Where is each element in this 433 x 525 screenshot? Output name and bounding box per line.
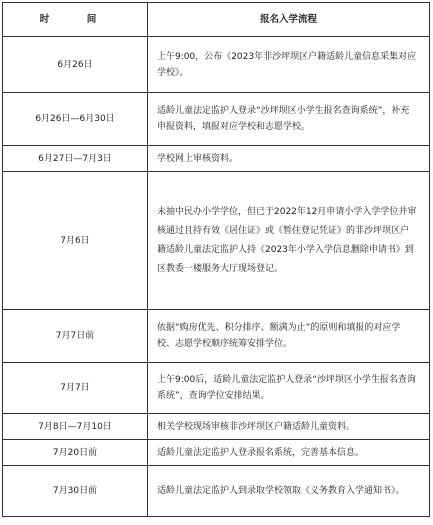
- row-process: 上午9:00，公布《2023年非沙坪坝区户籍适龄儿童信息采集对应学校》。: [148, 37, 430, 93]
- enrollment-schedule-table: [2, 2, 430, 517]
- row-process: 适龄儿童法定监护人到录取学校领取《义务教育入学通知书》。: [148, 466, 430, 517]
- header-time: 时 间: [3, 3, 148, 37]
- row-process: 相关学校现场审核非沙坪坝区户籍适龄儿童资料。: [148, 414, 430, 440]
- table-row: [3, 146, 430, 172]
- table-row: [3, 37, 430, 93]
- table-row: [3, 363, 430, 414]
- row-time: 7月30日前: [3, 466, 148, 517]
- row-time: 7月20日前: [3, 440, 148, 466]
- row-process: 学校网上审核资料。: [148, 146, 430, 172]
- table-row: [3, 414, 430, 440]
- row-process: 适龄儿童法定监护人登录报名系统，完善基本信息。: [148, 440, 430, 466]
- table-row: [3, 172, 430, 310]
- row-time: 7月6日: [3, 172, 148, 310]
- table-row: [3, 93, 430, 146]
- row-time: 7月7日前: [3, 310, 148, 363]
- table-row: [3, 310, 430, 363]
- row-process: 适龄儿童法定监护人登录“沙坪坝区小学生报名查询系统”，补充申报资料，填报对应学校和志愿学校。: [148, 93, 430, 146]
- row-time: 6月26日: [3, 37, 148, 93]
- row-time: 6月26日—6月30日: [3, 93, 148, 146]
- row-time: 7月7日: [3, 363, 148, 414]
- table-row: [3, 466, 430, 517]
- row-process: 依据“购房优先、积分排序、额满为止”的原则和填报的对应学校、志愿学校顺序统筹安排学位。: [148, 310, 430, 363]
- row-process: 未抽中民办小学学位，但已于2022年12月申请小学入学学位并审核通过且持有效《居住证》或《暂住登记凭证》的非沙坪坝区户籍适龄儿童法定监护人持《2023年小学入学信息删除申请书》到区教委一楼服务大厅现场登记。: [148, 172, 430, 310]
- row-time: 6月27日—7月3日: [3, 146, 148, 172]
- header-process: 报名入学流程: [148, 3, 430, 37]
- row-process: 上午9:00后，适龄儿童法定监护人登录“沙坪坝区小学生报名查询系统”，查询学位安排结果。: [148, 363, 430, 414]
- table-header-row: [3, 3, 430, 37]
- table-row: [3, 440, 430, 466]
- row-time: 7月8日—7月10日: [3, 414, 148, 440]
